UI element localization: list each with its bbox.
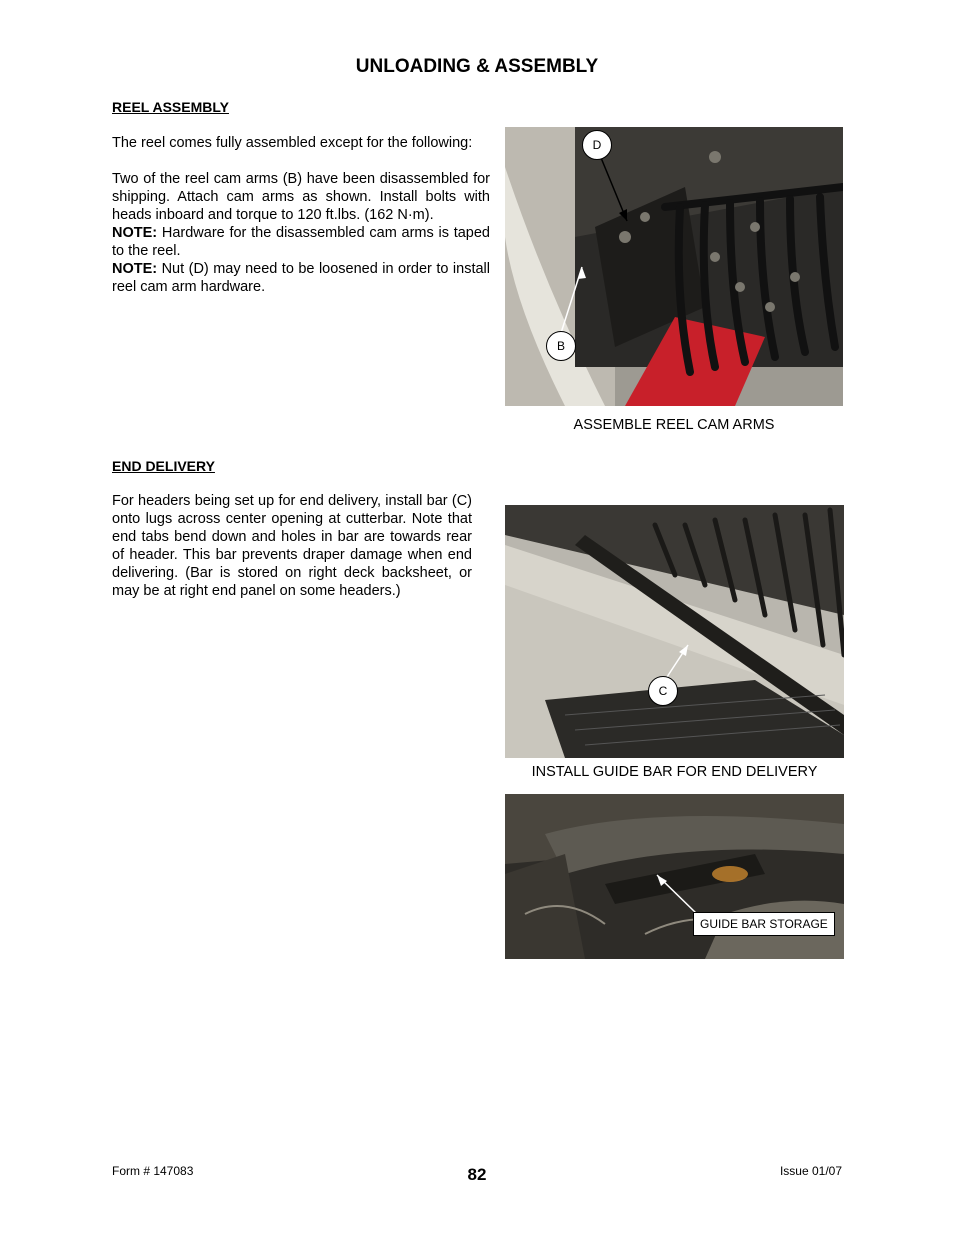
reel-assembly-intro: The reel comes fully assembled except for the following: bbox=[112, 135, 473, 151]
footer-form-number: Form # 147083 bbox=[112, 1164, 194, 1178]
page-number: 82 bbox=[467, 1165, 487, 1184]
callout-d: D bbox=[582, 130, 612, 160]
note-label: NOTE: bbox=[112, 225, 158, 241]
reel-cam-arms-caption: ASSEMBLE REEL CAM ARMS bbox=[573, 417, 775, 433]
end-delivery-text bbox=[112, 492, 472, 600]
callout-b: B bbox=[546, 331, 576, 361]
reel-assembly-paragraph: Two of the reel cam arms (B) have been disassembled for shipping. Attach cam arms as shown. Install bolts with heads inboard and torque to 120 ft.lbs. (162 N·m). bbox=[112, 171, 490, 223]
end-delivery-paragraph: For headers being set up for end delivery, install bar (C) onto lugs across center opening at cutterbar. Note that end tabs bend down and holes in bar are towards rear of header. This bar prevents draper damage when end delivering. (Bar is stored on right deck backsheet, or may be at right end panel on some headers.) bbox=[112, 493, 472, 599]
reel-cam-arms-photo bbox=[505, 127, 843, 406]
reel-assembly-heading: REEL ASSEMBLY bbox=[112, 99, 229, 115]
reel-assembly-text bbox=[112, 134, 490, 296]
note-text: Nut (D) may need to be loosened in order to install reel cam arm hardware. bbox=[112, 261, 490, 295]
end-delivery-heading: END DELIVERY bbox=[112, 458, 215, 474]
guide-bar-storage-label: GUIDE BAR STORAGE bbox=[693, 912, 835, 936]
note-label: NOTE: bbox=[112, 261, 158, 277]
guide-bar-storage-photo bbox=[505, 794, 844, 959]
note-text: Hardware for the disassembled cam arms is taped to the reel. bbox=[112, 225, 490, 259]
guide-bar-install-photo bbox=[505, 505, 844, 758]
footer-issue: Issue 01/07 bbox=[779, 1164, 842, 1178]
guide-bar-install-caption: INSTALL GUIDE BAR FOR END DELIVERY bbox=[531, 764, 818, 780]
callout-c: C bbox=[648, 676, 678, 706]
page-title: UNLOADING & ASSEMBLY bbox=[355, 56, 599, 77]
reel-assembly-note-1 bbox=[112, 224, 490, 260]
reel-assembly-note-2 bbox=[112, 260, 490, 296]
